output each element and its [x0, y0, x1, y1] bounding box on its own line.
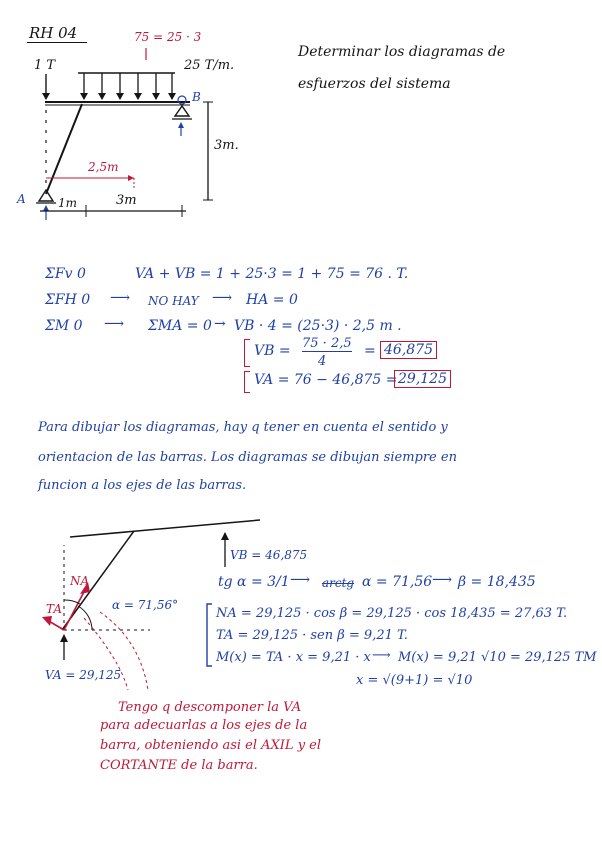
eq2-lhs: ΣFH 0 [45, 292, 91, 308]
mx-equation: M(x) = TA · x = 9,21 · x [216, 650, 371, 665]
eq2-rhs: HA = 0 [246, 292, 298, 308]
alpha-result: α = 71,56 [362, 574, 433, 590]
vb-result: 46,875 [380, 341, 437, 359]
resultant-position-label: 2,5m [88, 160, 119, 174]
na-arrow-label: NA [70, 574, 90, 588]
eq3-arrow-1: ⟶ [104, 316, 125, 332]
distributed-load-label: 25 T/m. [184, 58, 235, 73]
eq2-arrow-2: ⟶ [212, 290, 233, 306]
tg-crossed-word: arctg [322, 576, 355, 590]
note-line-1: Para dibujar los diagramas, hay q tener en cuenta el sentido y [38, 420, 448, 435]
load-resultant-label: 75 = 25 · 3 [134, 30, 202, 44]
va-label: VA = 76 − 46,875 = [254, 372, 398, 388]
annotation-line-2: para adecuarlas a los ejes de la [100, 718, 308, 733]
beta-result: β = 18,435 [458, 574, 536, 590]
eq2-arrow-1: ⟶ [110, 290, 131, 306]
eq1-lhs: ΣFv 0 [45, 266, 86, 282]
mx-result: M(x) = 9,21 √10 = 29,125 TM [398, 650, 597, 665]
ta-equation: TA = 29,125 · sen β = 9,21 T. [216, 628, 408, 643]
vb-equals: = [364, 343, 376, 359]
va-result: 29,125 [394, 370, 451, 388]
eq3-rhs: VB · 4 = (25·3) · 2,5 m . [234, 318, 402, 334]
support-a-label: A [17, 192, 26, 206]
page-title: RH 04 [27, 24, 87, 43]
annotation-line-3: barra, obteniendo asi el AXIL y el [100, 738, 322, 753]
va-value-label: VA = 29,125 [45, 668, 122, 682]
mx-arrow: ⟶ [372, 648, 391, 663]
vb-numerator: 75 · 2,5 [302, 336, 352, 351]
statement-line-1: Determinar los diagramas de [298, 44, 506, 60]
annotation-line-4: CORTANTE de la barra. [100, 758, 258, 773]
ta-arrow-label: TA [46, 602, 63, 616]
statement-line-2: esfuerzos del sistema [298, 76, 451, 92]
dim-1m-label: 1m [58, 196, 78, 210]
vb-denominator: 4 [318, 354, 327, 369]
eq3-arrow-2: → [214, 316, 226, 332]
angle-alpha-label: α = 71,56° [112, 598, 179, 612]
vb-label: VB = [254, 343, 291, 359]
annotation-line-1: Tengo q descomponer la VA [118, 700, 302, 715]
tg-equation: tg α = 3/1 [218, 574, 290, 590]
eq3-mid: ΣMA = 0 [148, 318, 212, 334]
support-b-label: B [192, 90, 201, 104]
beta-arrow: ⟶ [432, 572, 453, 588]
point-load-label: 1 T [34, 58, 56, 73]
eq1-rhs: VA + VB = 1 + 25·3 = 1 + 75 = 76 . T. [135, 266, 409, 282]
vb-value-label: VB = 46,875 [230, 548, 308, 562]
height-dim-label: 3m. [214, 138, 239, 153]
dim-3m-label: 3m [116, 193, 137, 208]
eq2-mid: NO HAY [148, 294, 199, 308]
tg-arrow: ⟶ [290, 572, 311, 588]
note-line-2: orientacion de las barras. Los diagramas se dibujan siempre en [38, 450, 457, 465]
eq3-lhs: ΣM 0 [45, 318, 83, 334]
note-line-3: funcion a los ejes de las barras. [38, 478, 247, 493]
na-equation: NA = 29,125 · cos β = 29,125 · cos 18,435 = 27,63 T. [216, 606, 568, 621]
x-equation: x = √(9+1) = √10 [356, 673, 473, 688]
